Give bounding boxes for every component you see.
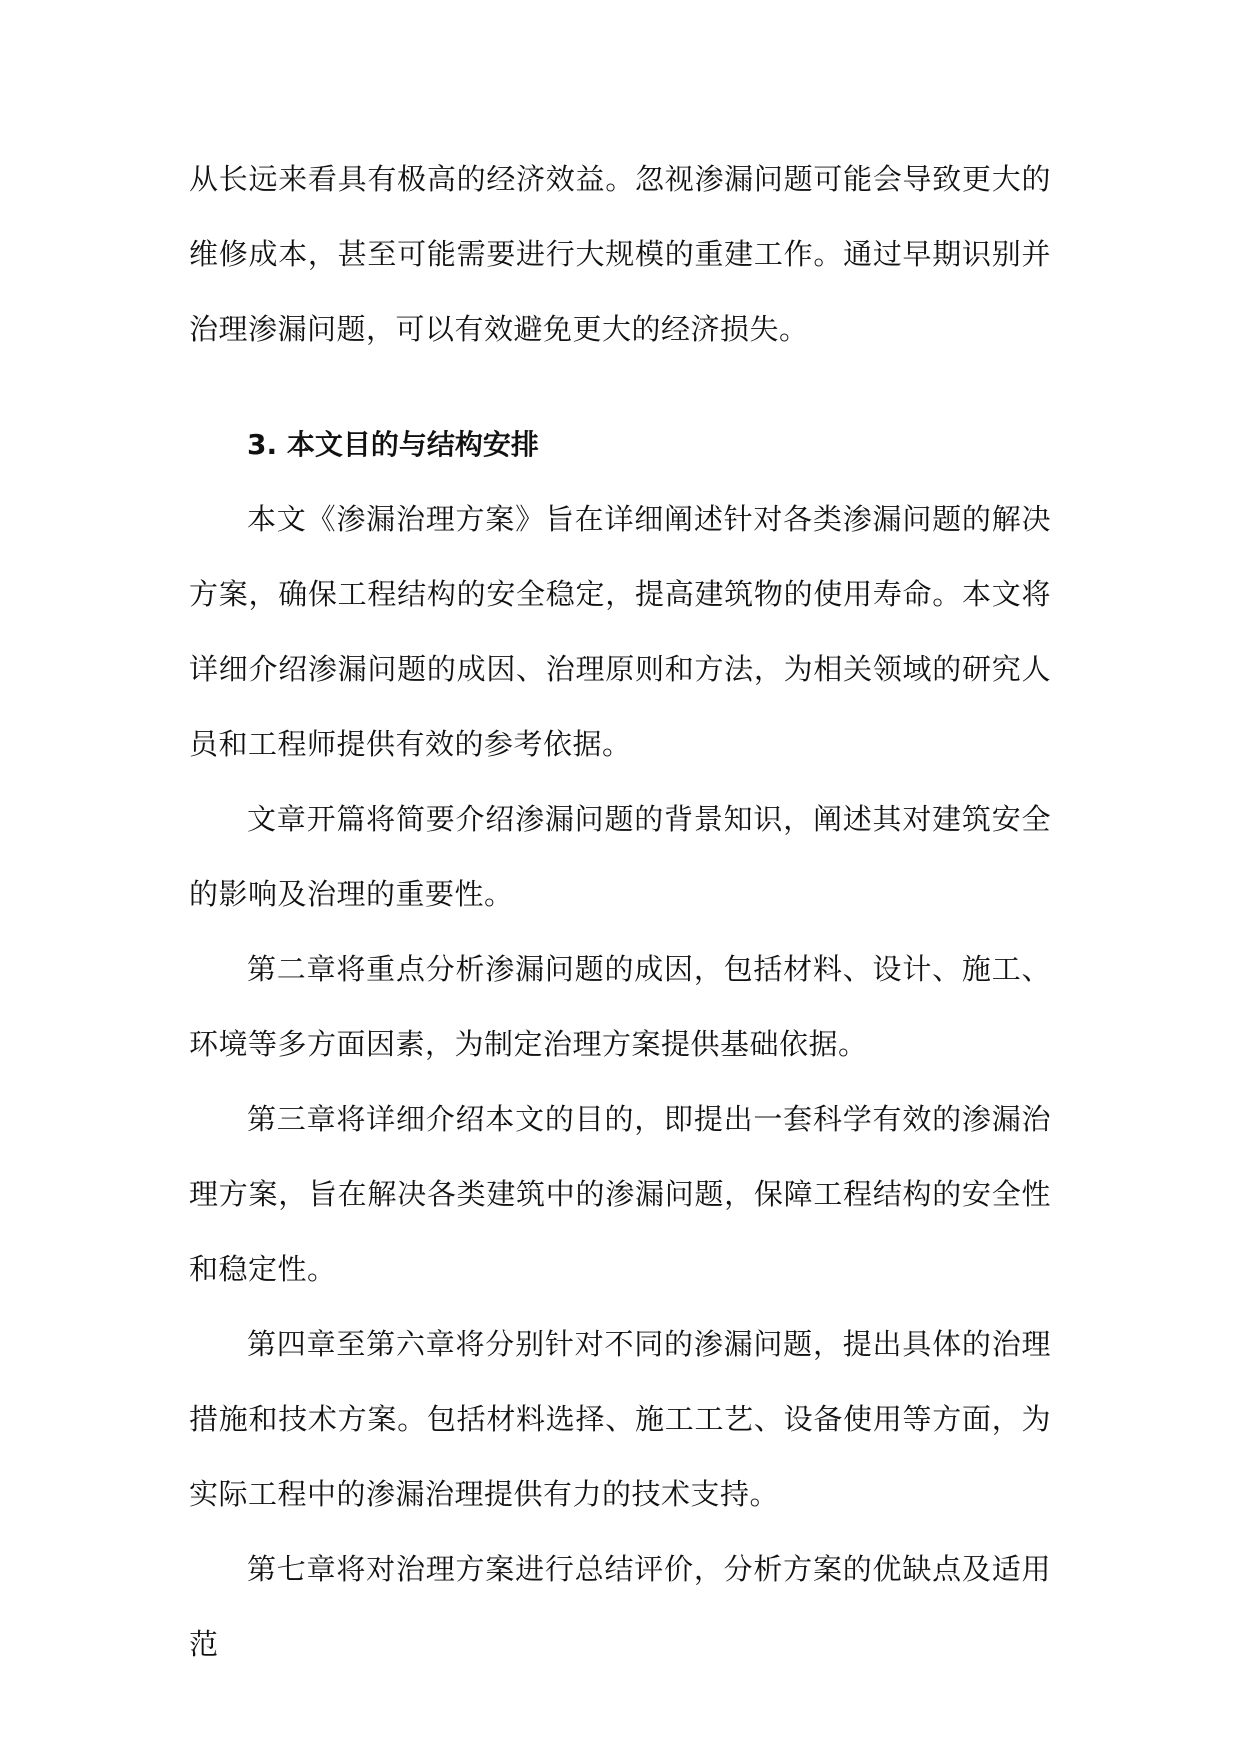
paragraph-chapter-3: 第三章将详细介绍本文的目的，即提出一套科学有效的渗漏治理方案，旨在解决各类建筑中的渗漏问题，保障工程结构的安全性和稳定性。 (189, 1102, 1051, 1286)
paragraph-opening: 文章开篇将简要介绍渗漏问题的背景知识，阐述其对建筑安全的影响及治理的重要性。 (189, 802, 1051, 911)
intro-paragraph: 从长远来看具有极高的经济效益。忽视渗漏问题可能会导致更大的维修成本，甚至可能需要进行大规模的重建工作。通过早期识别并治理渗漏问题，可以有效避免更大的经济损失。 (189, 162, 1051, 346)
paragraph-purpose: 本文《渗漏治理方案》旨在详细阐述针对各类渗漏问题的解决方案，确保工程结构的安全稳定，提高建筑物的使用寿命。本文将详细介绍渗漏问题的成因、治理原则和方法，为相关领域的研究人员和工程师提供有效的参考依据。 (189, 502, 1051, 761)
document-body (189, 142, 1051, 1682)
paragraph-chapter-4-6: 第四章至第六章将分别针对不同的渗漏问题，提出具体的治理措施和技术方案。包括材料选择、施工工艺、设备使用等方面，为实际工程中的渗漏治理提供有力的技术支持。 (189, 1327, 1051, 1511)
paragraph-chapter-2: 第二章将重点分析渗漏问题的成因，包括材料、设计、施工、环境等多方面因素，为制定治理方案提供基础依据。 (189, 952, 1051, 1061)
paragraph-chapter-7: 第七章将对治理方案进行总结评价，分析方案的优缺点及适用范 (189, 1552, 1051, 1661)
section-heading: 3. 本文目的与结构安排 (247, 428, 539, 461)
